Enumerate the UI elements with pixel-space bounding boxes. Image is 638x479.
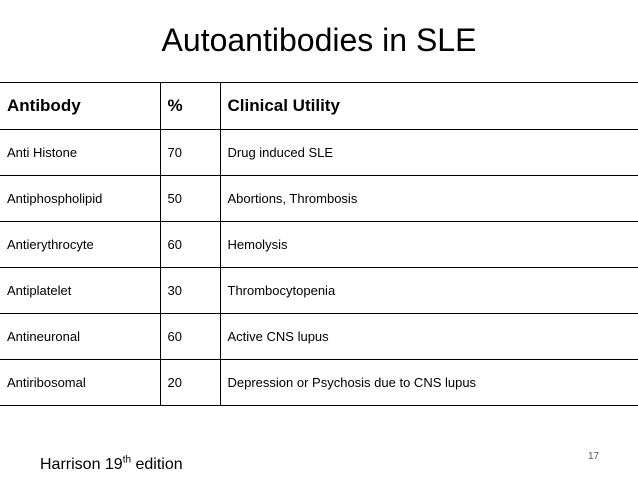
cell-percent: 70 [160,130,220,176]
cell-clinical-utility: Abortions, Thrombosis [220,176,638,222]
cell-antibody: Antierythrocyte [0,222,160,268]
cell-percent: 20 [160,360,220,406]
cell-percent: 60 [160,314,220,360]
autoantibodies-table [0,82,638,406]
cell-antibody: Antiphospholipid [0,176,160,222]
header-antibody: Antibody [0,83,160,130]
citation-superscript: th [122,454,132,466]
table-row [0,176,638,222]
cell-clinical-utility: Thrombocytopenia [220,268,638,314]
cell-antibody: Anti Histone [0,130,160,176]
slide-title: Autoantibodies in SLE [161,22,477,58]
source-citation [40,455,183,475]
cell-percent: 50 [160,176,220,222]
cell-clinical-utility: Depression or Psychosis due to CNS lupus [220,360,638,406]
table-row [0,360,638,406]
cell-percent: 30 [160,268,220,314]
citation-prefix: Harrison 19 [40,456,123,473]
cell-clinical-utility: Hemolysis [220,222,638,268]
cell-antibody: Antiribosomal [0,360,160,406]
cell-antibody: Antiplatelet [0,268,160,314]
cell-clinical-utility: Drug induced SLE [220,130,638,176]
table-row [0,130,638,176]
table-row [0,314,638,360]
table-header-row [0,83,638,130]
header-clinical-utility: Clinical Utility [220,83,638,130]
cell-clinical-utility: Active CNS lupus [220,314,638,360]
header-percent: % [160,83,220,130]
citation-suffix: edition [131,456,183,473]
table-row [0,222,638,268]
slide-number: 17 [588,451,600,462]
cell-antibody: Antineuronal [0,314,160,360]
cell-percent: 60 [160,222,220,268]
table-row [0,268,638,314]
